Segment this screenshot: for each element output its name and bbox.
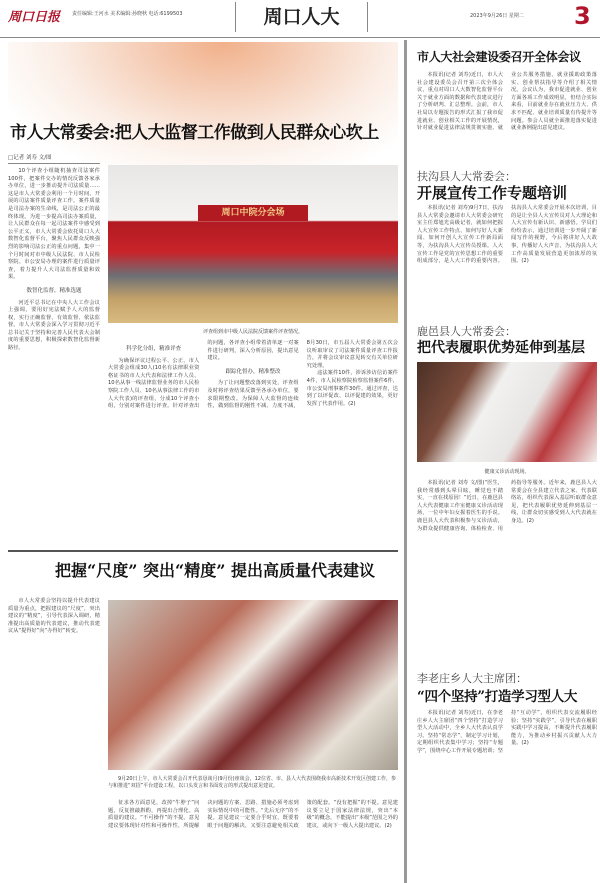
article-body	[417, 72, 597, 152]
masthead	[0, 0, 600, 38]
article-kicker: 扶沟县人大常委会：	[417, 170, 516, 183]
article-headline: “四个坚持”打造学习型人大	[417, 689, 578, 705]
newspaper-logo: 周口日报	[8, 10, 61, 25]
article-body	[417, 710, 597, 883]
issue-date: 2023年9月26日 星期二	[470, 13, 524, 19]
article-kicker: 李老庄乡人大主席团：	[417, 672, 527, 685]
article-paragraph: 本报讯(记者 刘寿 文/图)“医生，我经常感到头晕目眩，睡觉也不踏实，一直在找原因！”近日，在鹿邑县人大代表健康工作室健康义诊活动现场，一位中年妇女握着医生的手说。鹿邑县人大代表积极参与义诊活动，为群众提供健康咨询、体检检查、用药指导等服务。近年来，鹿邑县人大常委会在全县建立代表之家、代表联络站，组织代表深入基层听取群众意见，把代表履职优势延伸到基层一线，让群众切实感受到人大代表就在身边。(2)	[417, 480, 597, 532]
photo-caption: 9月20日上午，市人大常委会召开代表恳谈月(9月份)座谈会，12位省、市、县人大代表围绕我市高新技术开发区创建工作，参与和推进“双招”平台建设工程，以口头发言和书面发言的形式提出意见建议。	[108, 776, 396, 789]
section-title: 周口人大	[235, 2, 368, 32]
symposium-photo	[108, 600, 398, 770]
article-body	[417, 480, 597, 658]
second-article-columns	[108, 800, 398, 883]
byline: □记者 刘寿 文/图	[8, 153, 100, 164]
divider	[8, 550, 398, 552]
article-paragraph: 为确保评议过程公平、公正，市人大常委会组成30人(10名有法律职业资格证书的市人大代表和法律工作人员、10名从事一线法律监督业务的市人民检察院工作人员、10名从事法律工作的市人大代表)的评查组，分成10个评查小组，分别对案件进行评查。针对评查出的问题，各评查小组带着清单逐一对案件进行研判，深入分析原因，提出意见建议。	[108, 340, 299, 410]
article-paragraph: 河近平总书记在中央人大工作会议上强调，要用好宪法赋予人大的监督权，实行正确监督、有效监督、依法监督。市人大常委会深入学习贯彻习近平总书记关于坚持和完善人民代表大会制度的重要思想，积极探索数智化监督新路径。	[8, 299, 100, 352]
article-headline: 开展宣传工作专题培训	[417, 184, 568, 202]
main-article-columns	[108, 340, 398, 515]
page-number: 3	[574, 2, 591, 30]
article-headline: 把代表履职优势延伸到基层	[417, 340, 585, 356]
main-article-left-column	[8, 153, 100, 513]
article-paragraph: 市人大常委会坚持以提升代表建议质量为重点，把握建议的“尺度”，突出建议的“精度”，引导代表深入调研，精准提出高质量的代表建议，推动代表建议从“提得好”向“办得好”转变。	[8, 598, 100, 635]
subheading: 数智化监督，精准选题	[26, 287, 82, 294]
article-paragraph: 违法案件10件，涉诉涉访信访案件4件，市人民检察院检察监督案件6件，市公安局刑事案件30件。通过评查，达到了以评促改、以评促建的效果，更好发挥了代表作用。(2)	[306, 370, 398, 407]
article-paragraph: 本报讯(记者 刘寿)9月7日，扶沟县人大常委会邀请市人大常委会研究室主任郑旭光高级记者，就如何把握人大宣传工作特点、如何写好人大新闻、如何开创人大宣传工作新局面等，为扶沟县人大宣传员授课。人大宣传工作是党的宣传思想工作的重要组成部分，是人大工作的重要内容。扶沟县人大常委会开展本次培训，目的是让全县人大宣传员对人大理论和人大宣传有新认识、新感悟。学员们纷纷表示，通过培训进一步开阔了新闻写作的视野，今后将讲好人大故事，传播好人大声音，为扶沟县人大工作高质量发展营造更加浓厚的氛围。(2)	[417, 205, 597, 265]
photo-caption: 健康义诊活动现场。	[484, 469, 530, 475]
photo-banner-sign: 周口中院分会场	[198, 205, 308, 221]
article-paragraph: 征求各方面意见，改掉“牛脖子”问题，反复推敲斟酌，再提出合理化、高质量的建议。“不可操作”的不提。意见建议要体现针对性和可操作性，所提解决问题的方案、思路、措施必须考虑到实际情况中的可能性。“先后无序”的不提。意见建议一定要合乎时宜，既要着眼于问题的解决，又要注意避免相关政策的配套。“没有把握”的不提。意见建议要立足于国家法律法规，突出“本级”的概念，不能提出“本级”范围之外的建议，或向下一级人大提出建议。(2)	[108, 800, 398, 829]
article-body	[417, 205, 597, 315]
article-paragraph: 10个评查小组随机抽查司法案件100件，把案件交办的情况反馈各家承办单位，进一步推动提升司法质量……这是市人大常委会利用一个月时间，开展的司法案件质量评查工作。案件质量是司法办案的生命线，是司法公正的最终体现。为进一步提高司法办案质量，让人民群众在每一起司法案件中感受到公平正义，市人大常委会依托周口人大数智化监督平台，聚焦人民群众反映强烈的影响司法公正的重点问题，集中一个月时间对市中级人民法院、市人民检察院、市公安局办理的案件进行质量评查，着力提升人大司法监督质量和效果。	[8, 168, 100, 281]
photo-caption: 评查组到市中级人民法院反馈案件评查情况。	[202, 329, 303, 335]
meeting-photo	[108, 165, 398, 323]
article-kicker: 鹿邑县人大常委会：	[417, 325, 516, 338]
main-headline: 市人大常委会:把人大监督工作做到人民群众心坎上	[10, 123, 379, 143]
article-paragraph: 本报讯(记者 刘寿)近日，市人大社会建设委员会召开第三次全体会议，重点对周口人大数智化监督平台关于就业方面的数据和代表建议进行了分析研判、汇总整理。会前，市人社局以专题报告的形式汇报了我市促进就业、创业相关工作的开展情况，针对就业促进法律法规贯彻实施、就业公共服务措施、就业援助政策落实、创业帮扶指导等介绍了相关情况。会议认为，我市促进就业、创业方面各项工作成效明显，但结合实际来看，目前就业存在就业压力大、供求不匹配、就业培训质量有待提升等问题。参会人员就全面推进落实促进就业条例提出意见建议。	[417, 72, 597, 132]
right-column	[404, 40, 600, 883]
article-headline: 市人大社会建设委召开全体会议	[417, 50, 581, 64]
article-paragraph: 为了让问题整改落到实处，评查组及时将评查结果反馈至各承办单位，要求限期整改。为保障人大监督的连续性，做到监督的刚性不减、力度不减，8月30日，市五届人大常委会第五次会议听取审议了司法案件质量评查工作报告，并将会议审议意见转交有关单位研究处理。	[207, 340, 398, 410]
subheading: 跟踪化督办，精准整改	[225, 368, 281, 375]
health-clinic-photo	[417, 362, 597, 462]
editors-info: 责任编辑:王河水 美术编辑:孙晓秋 电话:6199503	[72, 11, 183, 17]
subheading: 科学化分组，精准评查	[126, 346, 182, 352]
second-headline: 把握“尺度” 突出“精度” 提出高质量代表建议	[55, 561, 375, 580]
article-paragraph: 本报讯(记者 刘寿)近日，在李老庄乡人大主席团“四个坚持”打造学习型人大活动中，全乡人大代表认真学习。坚持“常态学”，制定学习计划，定期组织代表集中学习；坚持“专题学”，围绕中心工作开展专题培训；坚持“互动学”，组织代表交流履职经验；坚持“实践学”，引导代表在履职实践中学习提高，不断提升代表履职能力，为推动乡村振兴贡献人大力量。(2)	[417, 710, 597, 754]
